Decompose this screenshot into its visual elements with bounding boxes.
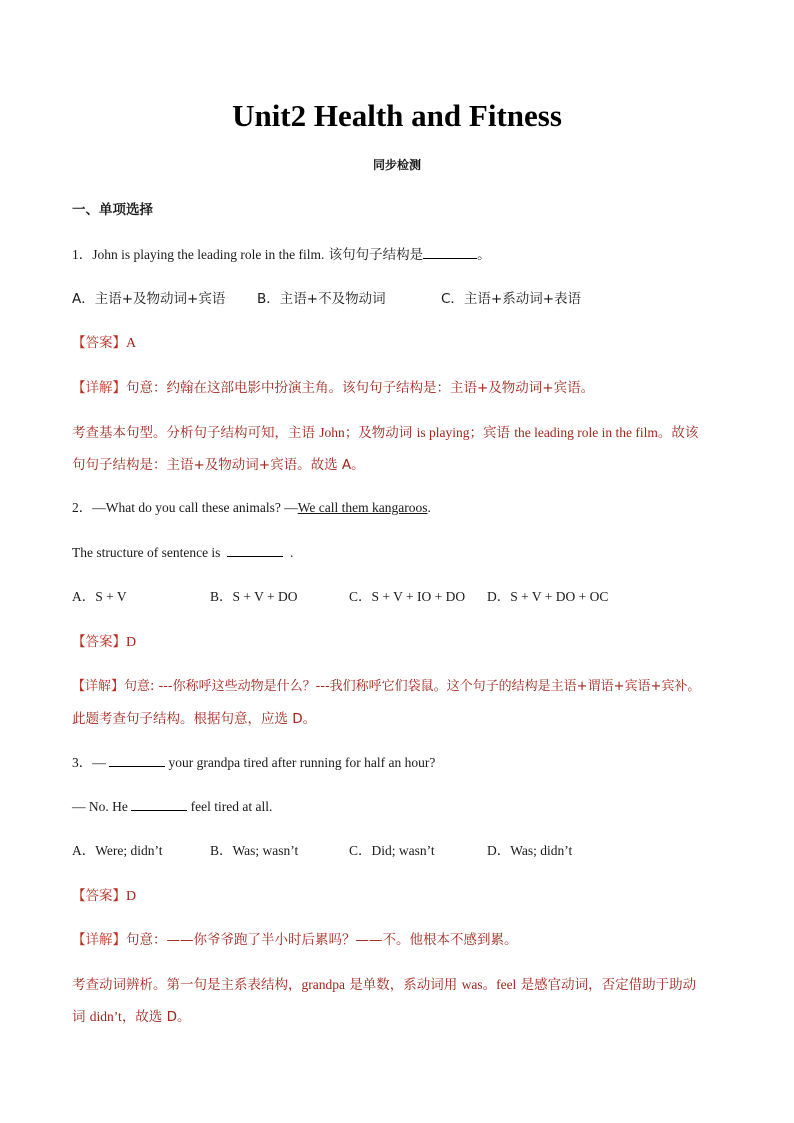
analysis-line-2: 句句子结构是：主语+及物动词+宾语。故选 A。: [72, 457, 365, 473]
option-c: C．Did; wasn’t: [349, 843, 435, 858]
page-title: Unit2 Health and Fitness: [232, 98, 562, 133]
question-number: 1．: [72, 247, 93, 262]
answer-blank: [109, 752, 165, 767]
option-a: A．S + V: [72, 589, 127, 604]
detail-text: 句意：——你爷爷跑了半小时后累吗？——不。他根本不感到累。: [126, 932, 518, 948]
detail-tag: 【详解】: [72, 380, 126, 396]
analysis-line-1: 考查基本句型。分析句子结构可知，主语 John；及物动词 is playing；宾语 the leading role in the film。故该: [72, 425, 699, 441]
page-subtitle: 同步检测: [372, 158, 421, 172]
answer-tag: 【答案】: [72, 888, 126, 904]
answer-value: A: [126, 336, 137, 351]
analysis-line-3: 考查动词辨析。第一句是主系表结构，grandpa 是单数，系动词用 was。feel 是感官动词，否定借助于助动: [72, 977, 697, 993]
option-b: B．Was; wasn’t: [210, 843, 299, 858]
question-3-response: — No. He feel tired at all.: [72, 796, 732, 817]
option-a: A．Were; didn’t: [72, 843, 163, 858]
option-c: C．主语+系动词+表语: [441, 291, 582, 307]
underlined-sentence: We call them kangaroos: [297, 500, 428, 515]
question-1: 1．John is playing the leading role in the film. 该句句子结构是 。: [72, 244, 732, 265]
question-2-structure: The structure of sentence is .: [72, 542, 732, 563]
detail-text: 句意: ---你称呼这些动物是什么？---我们称呼它们袋鼠。这个句子的结构是主语+谓语+宾语+宾补。: [124, 679, 701, 694]
answer-line-2: [72, 632, 732, 653]
answer-tag: 【答案】: [72, 335, 126, 351]
answer-blank: [131, 796, 187, 811]
option-a: A．主语+及物动词+宾语: [72, 291, 226, 307]
question-text-en: John is playing the leading role in the film.: [92, 247, 325, 262]
option-c: C．S + V + IO + DO: [349, 589, 466, 604]
option-b: B．主语+不及物动词: [257, 291, 386, 307]
detail-line-3: [72, 930, 732, 950]
question-number: 2．: [72, 500, 93, 515]
detail-text: 句意：约翰在这部电影中扮演主角。该句句子结构是：主语+及物动词+宾语。: [126, 380, 595, 396]
detail-tag: 【详解】: [72, 932, 126, 948]
detail-line-2: [72, 677, 732, 697]
detail-line-1: [72, 378, 732, 398]
option-d: D．S + V + DO + OC: [487, 589, 609, 604]
option-b: B．S + V + DO: [210, 589, 298, 604]
question-3: 3．— your grandpa tired after running for half an hour?: [72, 752, 732, 773]
detail-line-2b: 此题考查句子结构。根据句意，应选 D。: [72, 711, 317, 727]
question-number: 3．—: [72, 755, 106, 770]
answer-blank: [423, 244, 477, 259]
question-text-cn: 该句句子结构是: [328, 247, 424, 263]
answer-line-3: [72, 886, 732, 907]
answer-value: D: [126, 889, 137, 904]
answer-tag: 【答案】: [72, 634, 126, 650]
analysis-line-3b: 词 didn’t，故选 D。: [72, 1009, 191, 1025]
section-heading: 一、单项选择: [72, 202, 153, 218]
detail-tag: 【详解】: [72, 679, 125, 694]
question-2: 2．—What do you call these animals? —We call them kangaroos.: [72, 500, 431, 515]
answer-blank: [227, 542, 283, 557]
answer-line-1: [72, 333, 732, 354]
option-d: D．Was; didn’t: [487, 843, 573, 858]
answer-value: D: [126, 635, 137, 650]
